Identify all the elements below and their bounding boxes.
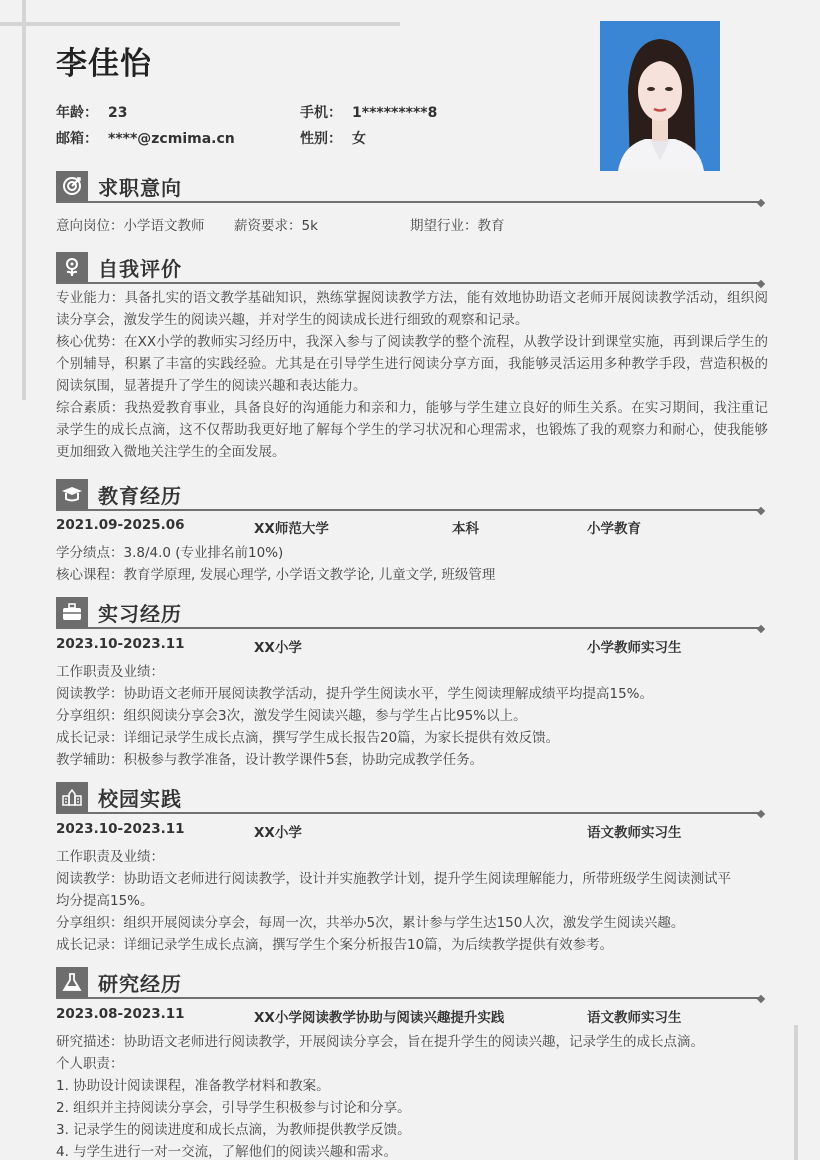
section-divider [56,509,760,511]
section-header-campus [56,782,764,812]
section-header-education [56,479,764,509]
education-degree: 本科 [452,521,479,537]
section-title: 实习经历 [98,602,182,626]
section-divider [56,627,760,629]
divider-diamond [757,995,765,1003]
internship-line: 成长记录：详细记录学生成长点滴，撰写学生成长报告20篇，为家长提供有效反馈。 [56,730,560,746]
section-divider [56,282,760,284]
section-divider [56,997,760,999]
candidate-name: 李佳怡 [56,46,152,82]
campus-line: 分享组织：组织开展阅读分享会，每周一次，共举办5次，累计参与学生达150人次，激发学生阅读兴趣。 [56,915,685,931]
divider-diamond [757,507,765,515]
flask-icon [56,967,88,997]
research-date: 2023.08-2023.11 [56,1006,185,1022]
divider-diamond [757,199,765,207]
section-header-self-eval [56,252,764,282]
internship-role: 小学教师实习生 [587,640,682,656]
divider-diamond [757,625,765,633]
section-title: 自我评价 [98,257,182,281]
internship-line: 阅读教学：协助语文老师开展阅读教学活动，提升学生阅读水平，学生阅读理解成绩平均提高15%。 [56,686,654,702]
graduation-cap-icon [56,479,88,509]
email-label: 邮箱： [56,131,98,147]
education-school: XX师范大学 [254,521,329,537]
research-line: 个人职责： [56,1056,124,1072]
target-icon [56,171,88,201]
education-date: 2021.09-2025.06 [56,517,185,533]
research-line: 1. 协助设计阅读课程，准备教学材料和教案。 [56,1078,330,1094]
desired-industry: 期望行业：教育 [410,218,505,234]
age-label: 年龄： [56,105,98,121]
education-gpa: 学分绩点：3.8/4.0 (专业排名前10%) [56,545,284,561]
flower-icon [56,252,88,282]
decorative-bar-right [794,1025,798,1160]
divider-diamond [757,810,765,818]
campus-line: 成长记录：详细记录学生成长点滴，撰写学生个案分析报告10篇，为后续教学提供有效参考。 [56,937,614,953]
decorative-bar-top [0,22,400,26]
briefcase-icon [56,597,88,627]
decorative-bar-left [22,0,26,400]
research-project: XX小学阅读教学协助与阅读兴趣提升实践 [254,1010,505,1026]
section-header-intention [56,171,764,201]
salary-expectation: 薪资要求：5k [234,218,318,234]
email-field [56,128,235,148]
section-divider [56,201,760,203]
campus-date: 2023.10-2023.11 [56,821,185,837]
section-header-research [56,967,764,997]
age-field [56,102,127,122]
phone-value: 1*********8 [352,105,438,121]
internship-date: 2023.10-2023.11 [56,636,185,652]
portrait-icon [600,21,720,171]
profile-photo [600,21,720,171]
internship-line: 教学辅助：积极参与教学准备，设计教学课件5套，协助完成教学任务。 [56,752,484,768]
campus-line: 工作职责及业绩： [56,849,164,865]
desired-position: 意向岗位：小学语文教师 [56,218,205,234]
phone-label: 手机： [300,105,342,121]
section-header-internship [56,597,764,627]
self-eval-strengths: 核心优势：在XX小学的教师实习经历中，我深入参与了阅读教学的整个流程，从教学设计到课堂实施，再到课后学生的个别辅导，积累了丰富的实践经验。尤其是在引导学生进行阅读分享方面，我能够灵活运用多种教学手段，营造积极的阅读氛围，显著提升了学生的阅读兴趣和表达能力。 [56,334,768,394]
email-value: ****@zcmima.cn [108,131,235,147]
section-title: 求职意向 [98,176,182,200]
research-line: 3. 记录学生的阅读进度和成长点滴，为教师提供教学反馈。 [56,1122,411,1138]
research-line: 研究描述：协助语文老师进行阅读教学，开展阅读分享会，旨在提升学生的阅读兴趣，记录学生的成长点滴。 [56,1034,704,1050]
school-building-icon [56,782,88,812]
section-title: 教育经历 [98,484,182,508]
education-major: 小学教育 [587,521,641,537]
section-title: 校园实践 [98,787,182,811]
research-role: 语文教师实习生 [587,1010,682,1026]
gender-value: 女 [352,131,366,147]
section-title: 研究经历 [98,972,182,996]
campus-role: 语文教师实习生 [587,825,682,841]
campus-org: XX小学 [254,825,302,841]
education-courses: 核心课程：教育学原理, 发展心理学, 小学语文教学论, 儿童文学, 班级管理 [56,567,496,583]
section-divider [56,812,760,814]
campus-line: 均分提高15%。 [56,893,154,909]
self-eval-professional: 专业能力：具备扎实的语文教学基础知识，熟练掌握阅读教学方法，能有效地协助语文老师开展阅读教学活动，组织阅读分享会，激发学生的阅读兴趣，并对学生的阅读成长进行细致的观察和记录。 [56,290,768,328]
internship-org: XX小学 [254,640,302,656]
research-line: 2. 组织并主持阅读分享会，引导学生积极参与讨论和分享。 [56,1100,411,1116]
internship-line: 分享组织：组织阅读分享会3次，激发学生阅读兴趣，参与学生占比95%以上。 [56,708,527,724]
internship-line: 工作职责及业绩： [56,664,164,680]
gender-field [300,128,366,148]
gender-label: 性别： [300,131,342,147]
self-eval-qualities: 综合素质：我热爱教育事业，具备良好的沟通能力和亲和力，能够与学生建立良好的师生关系。在实习期间，我注重记录学生的成长点滴，这不仅帮助我更好地了解每个学生的学习状况和心理需求，也锻炼了我的观察力和耐心，使我能够更加细致入微地关注学生的全面发展。 [56,400,768,460]
age-value: 23 [108,105,128,121]
phone-field [300,102,437,122]
research-line: 4. 与学生进行一对一交流，了解他们的阅读兴趣和需求。 [56,1144,398,1160]
campus-line: 阅读教学：协助语文老师进行阅读教学，设计并实施教学计划，提升学生阅读理解能力，所带班级学生阅读测试平 [56,871,731,887]
